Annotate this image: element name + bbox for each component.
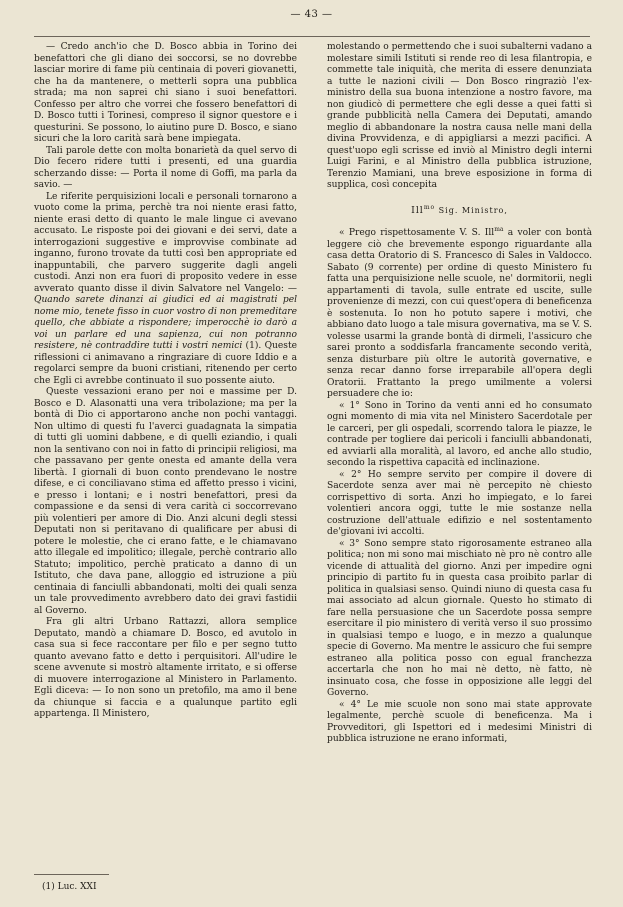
- right-paragraph-2: [327, 224, 592, 401]
- salutation-prefix: Ill: [411, 204, 424, 216]
- left-paragraph-4: Queste vessazioni erano per noi e massime per D. Bosco e D. Alasonatti una vera tribolazione; ma per la bontà di Dio ci apportarono anche non pochi vantaggi. Non ultimo di questi fu l'averci guadagnata la simpatia di tutti gli uomini dabbene, e di quelli eziandio, i quali non la sentivano con noi in fatto di principii religiosi, ma che passavano per gente onesta ed amante della vera libertà. I giornali di buon conto prendevano le nostre difese, e ci conciliavano stima ed affetto presso i vicini, e presso i lontani; e i nostri benefattori, presi da compassione e da sensi di vera carità ci soccorrevano più volentieri per amore di Dio. Anzi alcuni degli stessi Deputati non si peritavano di qualificare per abusi di potere le molestie, che ci erano fatte, e le chiamavano atto illegale ed impolitico; illegale, perchè contrario allo Statuto; impolitico, perchè praticato a danno di un Istituto, che dava pane, alloggio ed istruzione a più centinaia di fanciulli abbandonati, molti dei quali senza un tale provvedimento avrebbero dato dei gravi fastidii al Governo.: [34, 387, 297, 616]
- right-paragraph-1: molestando o permettendo che i suoi subalterni vadano a molestare simili Istituti si rende reo di lesa filantropia, e commette tale iniquità, che merita di essere denunziata a tutte le nazioni civili — Don Bosco ringraziò l'ex-ministro della sua buona intenzione a nostro favore, ma non giudicò di permettere che egli desse a quei fatti sì grande pubblicità nella Camera dei Deputati, amando meglio di abbandonare la nostra causa nelle mani della divina Provvidenza, e di appigliarsi a mezzi pacifici. A quest'uopo egli scrisse ed inviò al Ministro degli interni Luigi Farini, e al Ministro della pubblica istruzione, Terenzio Mamiani, una breve esposizione in forma di supplica, così concepita: [327, 42, 592, 190]
- gospel-quotation: Quando sarete dinanzi ai giudici ed ai magistrati pel nome mio, tenete fisso in cuor vostro di non premeditare quello, che abbiate a rispondere; imperocchè io darò a voi un parlare ed una sapienza, cui non potranno resistere, nè contraddire tutti i vostri nemici: [34, 295, 297, 351]
- page-number: — 43 —: [290, 9, 333, 20]
- left-column: [34, 42, 297, 721]
- left-paragraph-1: — Credo anch'io che D. Bosco abbia in Torino dei benefattori che gli diano dei soccorsi, se no dovrebbe lasciar morire di fame più centinaia di poveri giovanetti, che ha da mantenere, o metterli sopra una pubblica strada; ma non saprei chi siano i suoi benefattori. Confesso per altro che vorrei che fossero benefattori di D. Bosco tutti i Torinesi, compreso il signor questore e i questurini. Se possono, lo aiutino pure D. Bosco, e siano sicuri che la loro carità sarà bene impiegata.: [34, 42, 297, 144]
- left-paragraph-5: Fra gli altri Urbano Rattazzi, allora semplice Deputato, mandò a chiamare D. Bosco, ed avutolo in casa sua si fece raccontare per filo e per segno tutto quanto avevano fatto e detto i perquisitori. All'udire le scene avvenute si mostrò altamente irritato, e si offerse di muovere interrogazione al Ministero in Parlamento. Egli diceva: — Io non sono un pretofilo, ma amo il bene da chiunque si faccia e a qualunque partito egli appartenga. Il Ministero,: [34, 617, 297, 719]
- right-paragraph-2-rest: a voler con bontà leggere ciò che brevemente espongo riguardante alla casa detta Oratorio di S. Francesco di Sales in Valdocco. Sabato (9 corrente) per ordine di questo Ministero fu fatta una perquisizione nelle scuole, ne' dormitorii, negli appartamenti di tavola, sulle entrate ed uscite, sulle provenienze di mezzi, con cui quest'opera di beneficenza è sostenuta. Io non ho potuto sapere i motivi, che abbiano dato luogo a tale misura governativa, ma se V. S. volesse usarmi la grande bontà di dirmeli, l'assicuro che sarei pronto a soddisfarla francamente secondo verità, senza disturbare più oltre le autorità governative, e senza recar danno forse irreparabile all'opera degli Oratorii. Frattanto la prego umilmente a volersi persuadere che io:: [327, 228, 592, 400]
- right-paragraph-5: « 3° Sono sempre stato rigorosamente estraneo alla politica; non mi sono mai mischiato nè pro nè contro alle vicende di attualità del giorno. Anzi per impedire ogni principio di partito fu in questa casa proibito parlar di politica in qualsiasi senso. Quindi niuno di questa casa fu mai associato ad alcun giornale. Questo ho stimato di fare nella persuasione che un Sacerdote possa sempre esercitare il pio ministero di verità verso il suo prossimo in qualsiasi tempo e luogo, e in mezzo a qualunque specie di Governo. Ma mentre le assicuro che fui sempre estraneo alla politica posso con egual franchezza accertarla che non ho mai nè detto, nè fatto, nè insinuato cosa, che fosse in opposizione alle leggi del Governo.: [327, 538, 592, 699]
- letter-salutation: [327, 202, 592, 217]
- footnote: (1) Luc. XXI: [42, 882, 97, 892]
- salutation-superscript: mo: [423, 203, 436, 211]
- right-column: [327, 42, 592, 746]
- left-paragraph-3-continuation: Queste riflessioni ci animavano a ringraziare di cuore Iddio e a regolarci sempre da buoni cristiani, ritenendo per certo che Egli ci avrebbe continuato il suo possente aiuto.: [34, 341, 298, 386]
- left-paragraph-3: [34, 192, 297, 388]
- header-rule: [34, 36, 590, 37]
- left-paragraph-2: Tali parole dette con molta bonarietà da quel servo di Dio fecero ridere tutti i presenti, ed una guardia scherzando disse: — Porta il nome di Goffi, ma parla da savio. —: [34, 145, 297, 190]
- footnote-rule: [34, 874, 109, 875]
- footnote-reference: (1).: [242, 341, 262, 351]
- left-paragraph-3-text: Le riferite perquisizioni locali e personali tornarono a vuoto come la prima, perchè tra noi niente erasi fatto, niente erasi detto di quanto le male lingue ci avevano accusato. Le risposte poi dei giovani e dei servi, date a interrogazioni suggestive e improvvise combinate ad inganno, furono trovate da tutti così ben appropriate ed inappuntabili, che parvero suggerite dagli angeli custodi. Anzi non era fuori di proposito vedere in esse avverato quanto disse il divin Salvatore nel Vangelo: —: [34, 191, 297, 294]
- right-paragraph-2-superscript: ma: [494, 226, 504, 234]
- right-paragraph-3: « 1° Sono in Torino da venti anni ed ho consumato ogni momento di mia vita nel Ministero Sacerdotale per le carceri, per gli ospedali, scorrendo talora le piazze, le contrade per togliere dai pericoli i fanciulli abbandonati, ed avviarli alla moralità, al lavoro, ed anche allo studio, secondo la rispettiva capacità ed inclinazione.: [327, 400, 592, 469]
- right-paragraph-6: « 4° Le mie scuole non sono mai state approvate legalmente, perchè scuole di beneficenza. Ma i Provveditori, gli Ispettori ed i medesimi Ministri di pubblica istruzione ne erano informati,: [327, 699, 592, 745]
- right-paragraph-2-start: « Prego rispettosamente V. S. Ill: [339, 228, 495, 239]
- salutation-rest: Sig. Ministro,: [435, 205, 508, 215]
- right-paragraph-4: « 2° Ho sempre servito per compire il dovere di Sacerdote senza aver mai nè percepito nè chiesto corrispettivo di sorta. Anzi ho impiegato, e lo farei volentieri ancora oggi, tutte le mie sostanze nella costruzione dell'attuale edifizio e nel sostentamento de'giovani ivi accolti.: [327, 469, 592, 538]
